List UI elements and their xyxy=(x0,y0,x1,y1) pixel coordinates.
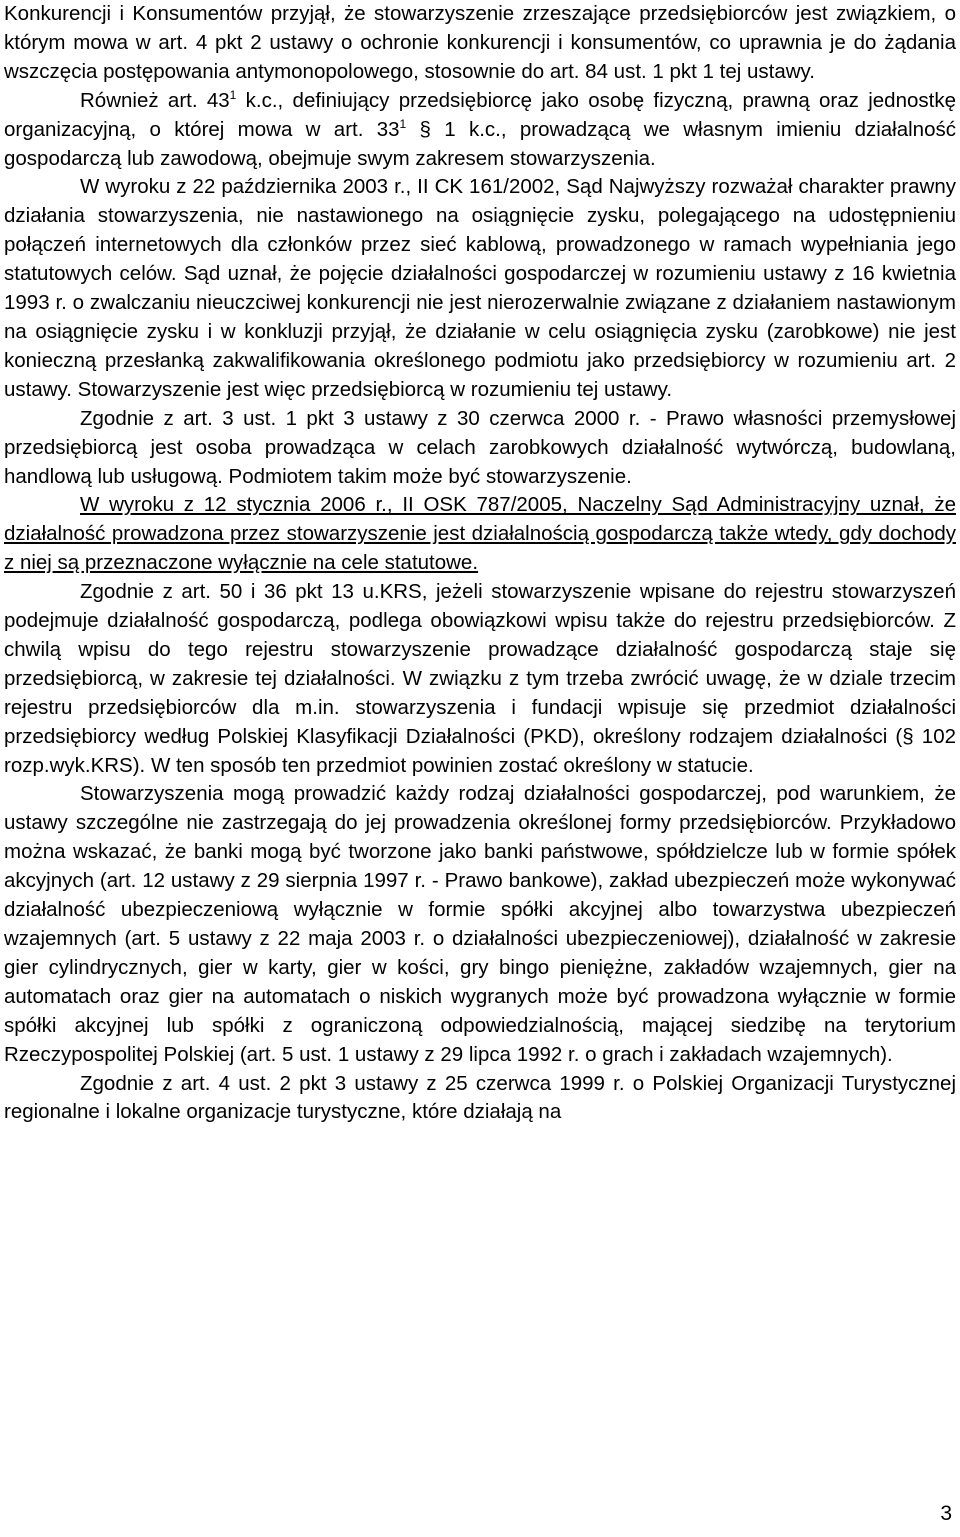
paragraph-1: Konkurencji i Konsumentów przyjął, że stowarzyszenie zrzeszające przedsiębiorców jest związkiem, o którym mowa w art. 4 pkt 2 ustawy o ochronie konkurencji i konsumentów, co uprawnia je do żądania wszczęcia postępowania antymonopolowego, stosownie do art. 84 ust. 1 pkt 1 tej ustawy. xyxy=(4,2,956,83)
superscript-1: 1 xyxy=(229,87,237,102)
paragraph-2-part-c: § 1 k.c., prowadzącą we własnym imieniu działalność gospodarczą lub zawodową, obejmuje swym zakresem stowarzyszenia. xyxy=(4,117,956,170)
paragraph-5-underlined: W wyroku z 12 stycznia 2006 r., II OSK 787/2005, Naczelny Sąd Administracyjny uznał, że działalność prowadzona przez stowarzyszenie jest działalnością gospodarczą także wtedy, gdy dochody z niej są przeznaczone wyłącznie na cele statutowe. xyxy=(4,493,956,575)
paragraph-8: Zgodnie z art. 4 ust. 2 pkt 3 ustawy z 25 czerwca 1999 r. o Polskiej Organizacji Turystycznej regionalne i lokalne organizacje turystyczne, które działają na xyxy=(4,1071,956,1124)
paragraph-7: Stowarzyszenia mogą prowadzić każdy rodzaj działalności gospodarczej, pod warunkiem, że ustawy szczególne nie zastrzegają do jej prowadzenia określonej formy przedsiębiorców. Przykładowo można wskazać, że banki mogą być tworzone jako banki państwowe, spółdzielcze lub w formie spółek akcyjnych (art. 12 ustawy z 29 sierpnia 1997 r. - Prawo bankowe), zakład ubezpieczeń może wykonywać działalność ubezpieczeniową wyłącznie w formie spółki akcyjnej albo towarzystwa ubezpieczeń wzajemnych (art. 5 ustawy z 22 maja 2003 r. o działalności ubezpieczeniowej), działalność w zakresie gier cylindrycznych, gier w karty, gier w kości, gry bingo pieniężne, zakładów wzajemnych, gier na automatach oraz gier na automatach o niskich wygranych może być prowadzona wyłącznie w formie spółki akcyjnej lub spółki z ograniczoną odpowiedzialnością, mającej siedzibę na terytorium Rzeczypospolitej Polskiej (art. 5 ust. 1 ustawy z 29 lipca 1992 r. o grach i zakładach wzajemnych). xyxy=(4,782,956,1066)
paragraph-2 xyxy=(4,87,956,174)
superscript-2: 1 xyxy=(399,116,407,131)
page-number: 3 xyxy=(940,1502,952,1525)
paragraph-3: W wyroku z 22 października 2003 r., II CK 161/2002, Sąd Najwyższy rozważał charakter prawny działania stowarzyszenia, nie nastawionego na osiągnięcie zysku, polegającego na udostępnieniu połączeń internetowych dla członków przez sieć kablową, prowadzonego w ramach wypełniania jego statutowych celów. Sąd uznał, że pojęcie działalności gospodarczej w rozumieniu ustawy z 16 kwietnia 1993 r. o zwalczaniu nieuczciwej konkurencji nie jest nierozerwalnie związane z działaniem nastawionym na osiągnięcie zysku i w konkluzji przyjął, że działanie w celu osiągnięcia zysku (zarobkowe) nie jest konieczną przesłanką zakwalifikowania określonego podmiotu jako przedsiębiorcy w rozumieniu art. 2 ustawy. Stowarzyszenie jest więc przedsiębiorcą w rozumieniu tej ustawy. xyxy=(4,175,956,401)
paragraph-4: Zgodnie z art. 3 ust. 1 pkt 3 ustawy z 30 czerwca 2000 r. - Prawo własności przemysłowej przedsiębiorcą jest osoba prowadząca w celach zarobkowych działalność wytwórczą, budowlaną, handlową lub usługową. Podmiotem takim może być stowarzyszenie. xyxy=(4,406,956,488)
paragraph-2-part-b: k.c., definiujący przedsiębiorcę jako osobę fizyczną, prawną oraz jednostkę organizacyjną, o której mowa w art. 33 xyxy=(4,88,956,141)
paragraph-6: Zgodnie z art. 50 i 36 pkt 13 u.KRS, jeżeli stowarzyszenie wpisane do rejestru stowarzyszeń podejmuje działalność gospodarczą, podlega obowiązkowi wpisu także do rejestru przedsiębiorców. Z chwilą wpisu do tego rejestru stowarzyszenie prowadzące działalność gospodarczą staje się przedsiębiorcą, w zakresie tej działalności. W związku z tym trzeba zwrócić uwagę, że w dziale trzecim rejestru przedsiębiorców dla m.in. stowarzyszenia i fundacji wpisuje się przedmiot działalności przedsiębiorcy według Polskiej Klasyfikacji Działalności (PKD), określony rodzajem działalności (§ 102 rozp.wyk.KRS). W ten sposób ten przedmiot powinien zostać określony w statucie. xyxy=(4,580,956,777)
document-page xyxy=(4,0,956,1127)
paragraph-2-part-a: Również art. 43 xyxy=(80,88,230,112)
